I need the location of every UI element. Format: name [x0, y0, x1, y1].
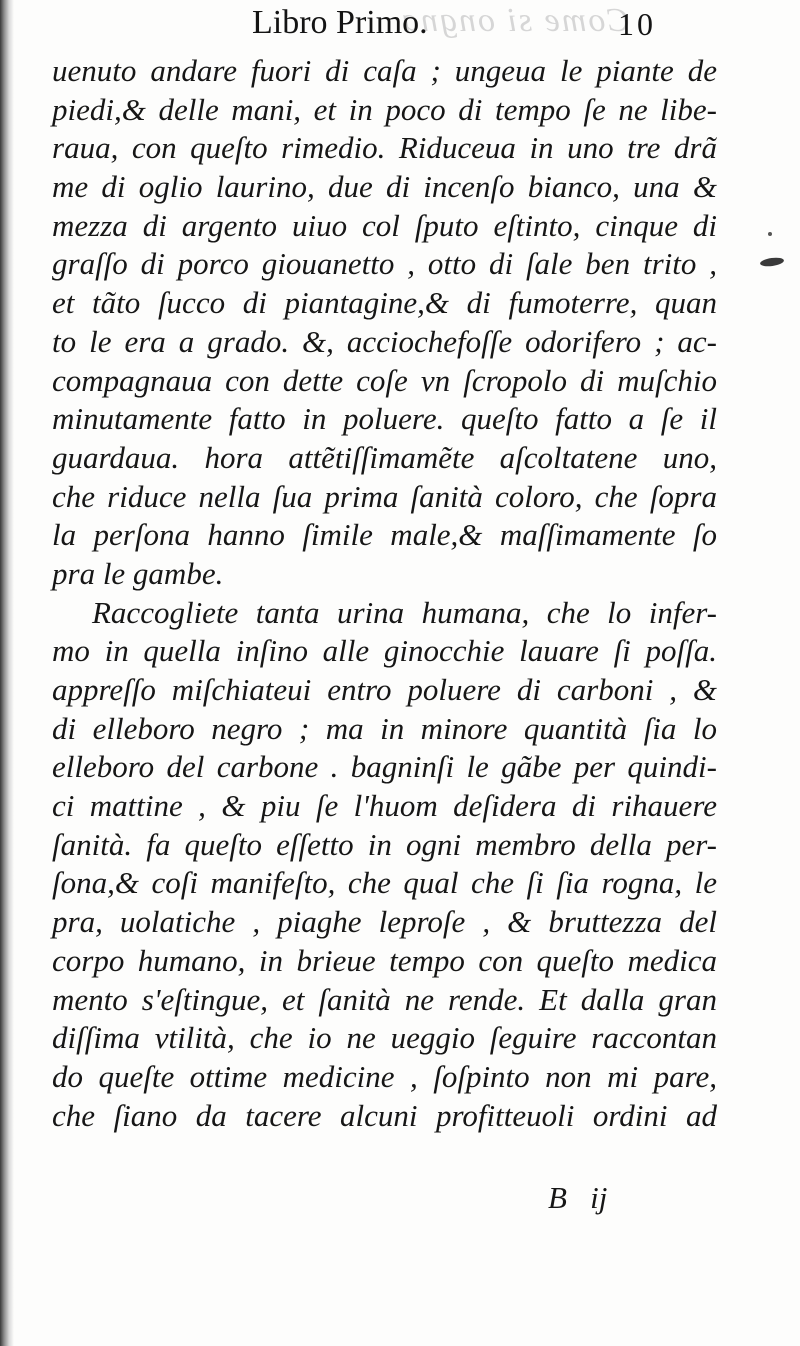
text-line: appreſſo miſchiateui entro poluere di carboni , & — [52, 672, 717, 707]
text-line: corpo humano, in brieue tempo con queſto medica — [52, 942, 717, 978]
text-line: mezza di argento uiuo col ſputo eſtinto, cinque di — [52, 207, 717, 243]
text-line: do queſte ottime medicine , ſoſpinto non mi pare, — [52, 1058, 717, 1094]
page-number: 10 — [618, 6, 656, 42]
text-line: pra le gambe. — [52, 555, 224, 591]
text-line: piedi,& delle mani, et in poco di tempo ſe ne libe- — [52, 91, 717, 127]
text-line: uenuto andare fuori di caſa ; ungeua le piante de — [52, 53, 717, 88]
text-line: mo in quella inſino alle ginocchie lauare ſi poſſa. — [52, 633, 717, 669]
text-line: la perſona hanno ſimile male,& maſſimamente ſo — [52, 517, 717, 553]
signature-mark: B ij — [548, 1180, 608, 1215]
text-line: raua, con queſto rimedio. Riduceua in uno tre drã — [52, 130, 717, 166]
page-gutter-shadow — [0, 0, 14, 1346]
body-text — [52, 52, 717, 1135]
text-line: to le era a grado. &, acciochefoſſe odorifero ; ac- — [52, 323, 717, 359]
text-line: compagnaua con dette coſe vn ſcropolo di muſchio — [52, 362, 717, 398]
text-line: me di oglio laurino, due di incenſo bianco, una & — [52, 169, 717, 205]
text-line: che ſiano da tacere alcuni profitteuoli ordini ad — [52, 1097, 717, 1133]
text-line: ſona,& coſi manifeſto, che qual che ſi ſia rogna, le — [52, 865, 717, 901]
text-line: Raccogliete tanta urina humana, che lo infer- — [92, 594, 717, 630]
text-line: ſanità. fa queſto eſſetto in ogni membro della per- — [52, 826, 717, 862]
text-line: diſſima vtilità, che io ne ueggio ſeguire raccontan — [52, 1020, 717, 1056]
margin-ink-smudge — [760, 256, 785, 267]
text-line: graſſo di porco giouanetto , otto di ſale ben trito , — [52, 246, 717, 282]
text-line: che riduce nella ſua prima ſanità coloro, che ſopra — [52, 478, 717, 514]
running-head: Libro Primo. — [252, 4, 428, 41]
text-line: elleboro del carbone . bagninſi le gãbe per quindi- — [52, 749, 717, 785]
text-line: minutamente fatto in poluere. queſto fatto a ſe il — [52, 401, 717, 437]
text-line: ci mattine , & piu ſe l'huom deſidera di rihauere — [52, 788, 717, 824]
show-through-text: Come si ongna — [400, 2, 630, 39]
text-line: di elleboro negro ; ma in minore quantità ſia lo — [52, 710, 717, 746]
text-line: guardaua. hora attẽtiſſimamẽte aſcoltatene uno, — [52, 439, 717, 475]
margin-ink-dot — [768, 232, 772, 236]
text-line: pra, uolatiche , piaghe leproſe , & bruttezza del — [52, 904, 717, 940]
text-line: mento s'eſtingue, et ſanità ne rende. Et dalla gran — [52, 981, 717, 1017]
text-line: et tãto ſucco di piantagine,& di fumoterre, quan — [52, 285, 717, 321]
